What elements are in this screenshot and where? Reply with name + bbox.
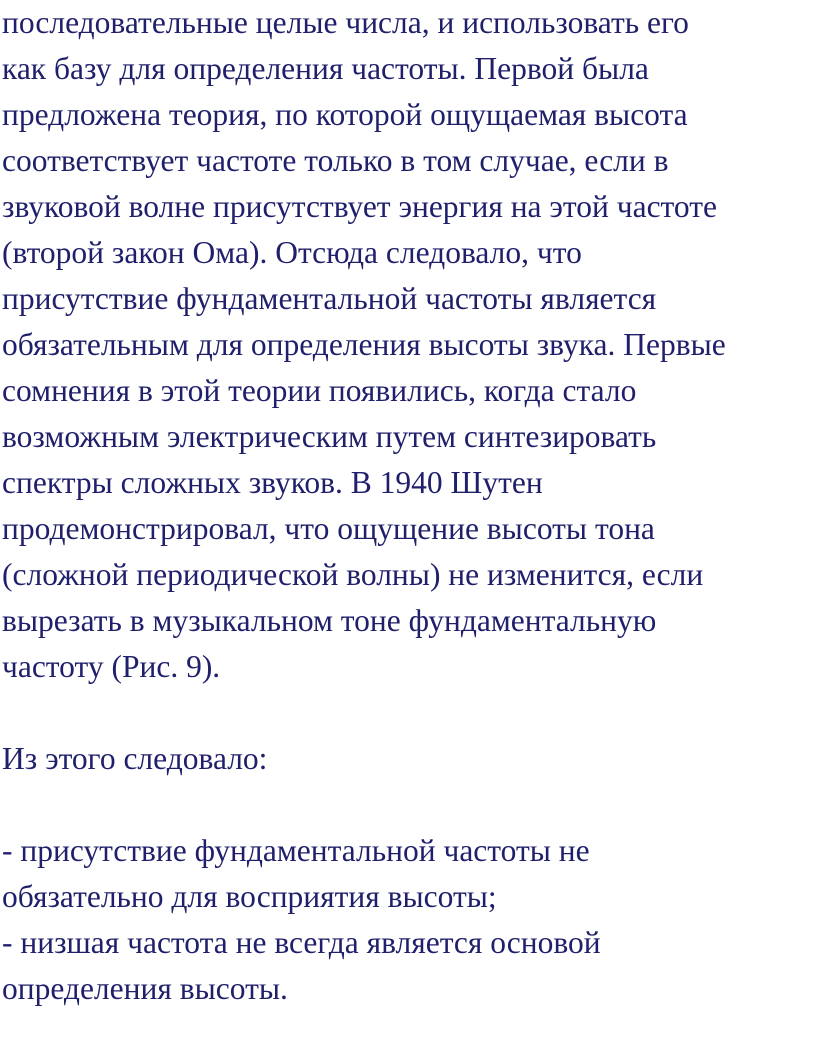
paragraph-spacer [2,782,814,828]
paragraph-spacer [2,690,814,736]
text-line: продемонстрировал, что ощущение высоты тона [2,511,655,546]
conclusion-list [2,828,814,1012]
text-line: возможным электрическим путем синтезировать [2,419,657,454]
text-line: обязательным для определения высоты звука. Первые [2,327,726,362]
text-line: частоту (Рис. 9). [2,649,221,684]
text-line: звуковой волне присутствует энергия на этой частоте [2,189,717,224]
text-line: последовательные целые числа, и использовать его [2,5,689,40]
list-item [2,828,814,920]
text-line: спектры сложных звуков. В 1940 Шутен [2,465,543,500]
document-page [2,0,814,1012]
text-line: предложена теория, по которой ощущаемая высота [2,97,688,132]
list-item-line: - присутствие фундаментальной частоты не [2,833,590,868]
text-line: (сложной периодической волны) не изменится, если [2,557,704,592]
text-line: присутствие фундаментальной частоты является [2,281,657,316]
list-item [2,920,814,1012]
text-line: вырезать в музыкальном тоне фундаментальную [2,603,657,638]
list-item-line: - низшая частота не всегда является основой [2,925,601,960]
text-line: как базу для определения частоты. Первой была [2,51,649,86]
text-line: (второй закон Ома). Отсюда следовало, что [2,235,582,270]
list-item-line: определения высоты. [2,971,288,1006]
list-item-line: обязательно для восприятия высоты; [2,879,497,914]
text-line: сомнения в этой теории появились, когда стало [2,373,637,408]
conclusion-heading: Из этого следовало: [2,741,268,776]
text-line: соответствует частоте только в том случае, если в [2,143,669,178]
paragraph [2,0,814,690]
